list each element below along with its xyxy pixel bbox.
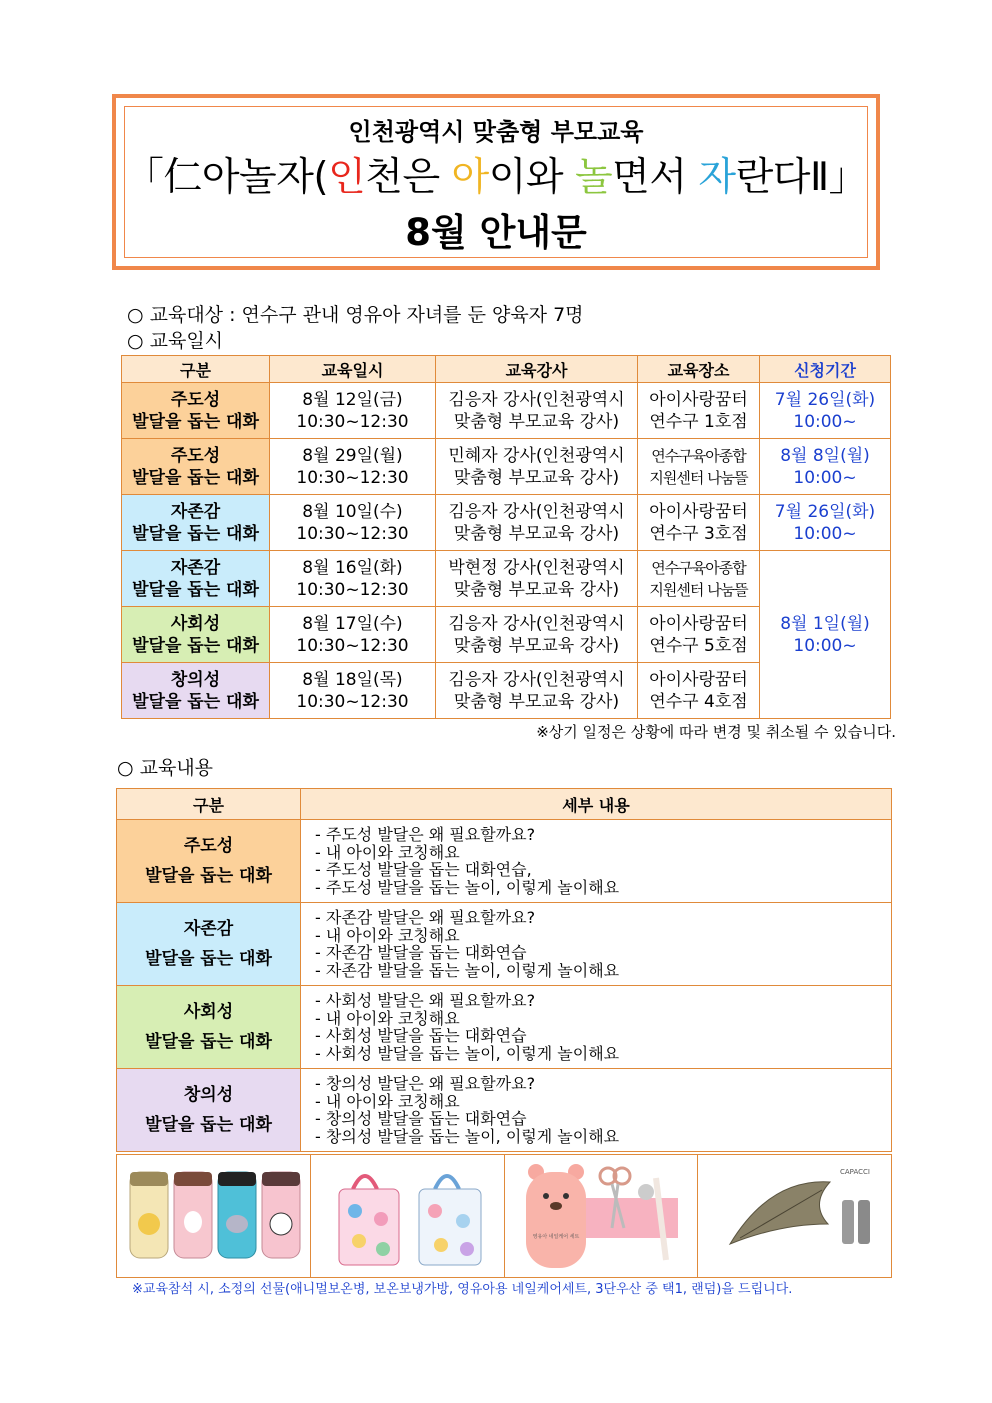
table-row [117,820,892,903]
thermos-icon [124,1164,304,1264]
table-row [117,903,892,986]
title-part: 면서 [612,155,699,200]
place-cell: 연수구육아종합 지원센터 나눔뜰 [638,439,760,495]
title-line2 [116,146,876,202]
lecturer-cell: 김응자 강사(인천광역시 맞춤형 부모교육 강사) [436,663,638,719]
date-cell: 8월 12일(금) 10:30~12:30 [270,383,436,439]
umbrella-icon [710,1164,880,1264]
category-cell: 주도성 발달을 돕는 대화 [122,383,270,439]
title-box [112,94,880,270]
umbrella-image [698,1155,892,1278]
nail-care-icon [516,1158,686,1270]
title-part: 「仁아놀자( [124,155,329,200]
umbrella-brand: CAPACCI [839,1168,870,1176]
category-cell: 창의성 발달을 돕는 대화 [122,663,270,719]
content-table [116,788,892,1152]
category-cell: 자존감 발달을 돕는 대화 [122,551,270,607]
schedule-table [121,355,891,719]
title-part-red: 인 [328,155,366,200]
detail-cell: - 사회성 발달은 왜 필요할까요? - 내 아이와 코칭해요 - 사회성 발달을 돕는 대화연습 - 사회성 발달을 돕는 놀이, 이렇게 놀이해요 [301,986,892,1069]
target-line: ○ 교육대상 : 연수구 관내 영유아 자녀를 둔 양육자 7명 [127,304,584,326]
table-row [117,986,892,1069]
gifts-row [117,1155,892,1278]
table-row [122,551,891,607]
title-part: 란다Ⅱ」 [735,155,868,200]
header-lecturer: 교육강사 [436,356,638,383]
pouch-label: 영유아 네일케어 세트 [532,1234,580,1240]
detail-cell: - 자존감 발달은 왜 필요할까요? - 내 아이와 코칭해요 - 자존감 발달을 돕는 대화연습 - 자존감 발달을 돕는 놀이, 이렇게 놀이해요 [301,903,892,986]
date-cell: 8월 16일(화) 10:30~12:30 [270,551,436,607]
content-heading: ○ 교육내용 [117,757,214,779]
header-category: 구분 [122,356,270,383]
schedule-heading: ○ 교육일시 [127,330,224,352]
content-header-row [117,789,892,820]
category-cell: 자존감 발달을 돕는 대화 [117,903,301,986]
category-cell: 창의성 발달을 돕는 대화 [117,1069,301,1152]
lecturer-cell: 민혜자 강사(인천광역시 맞춤형 부모교육 강사) [436,439,638,495]
date-cell: 8월 18일(목) 10:30~12:30 [270,663,436,719]
table-row [117,1069,892,1152]
title-part: 이와 [488,155,575,200]
table-row [122,495,891,551]
category-cell: 자존감 발달을 돕는 대화 [122,495,270,551]
lecturer-cell: 박현정 강사(인천광역시 맞춤형 부모교육 강사) [436,551,638,607]
schedule-header-row [122,356,891,383]
schedule-note: ※상기 일정은 상황에 따라 변경 및 취소될 수 있습니다. [536,723,896,741]
apply-cell: 7월 26일(화) 10:00~ [760,383,891,439]
category-cell: 사회성 발달을 돕는 대화 [117,986,301,1069]
title-part: 천은 [365,155,452,200]
cooler-bag-image [311,1155,505,1278]
apply-cell: 7월 26일(화) 10:00~ [760,495,891,551]
title-line3: 8월 안내문 [405,211,587,254]
category-cell: 사회성 발달을 돕는 대화 [122,607,270,663]
apply-cell: 8월 8일(월) 10:00~ [760,439,891,495]
header-apply: 신청기간 [760,356,891,383]
title-part-yellow: 아 [451,155,489,200]
place-cell: 아이사랑꿈터 연수구 4호점 [638,663,760,719]
detail-cell: - 주도성 발달은 왜 필요할까요? - 내 아이와 코칭해요 - 주도성 발달을 돕는 대화연습, - 주도성 발달을 돕는 놀이, 이렇게 놀이해요 [301,820,892,903]
title-part-green: 놀 [574,155,613,200]
gifts-table [116,1154,892,1278]
gift-note: ※교육참석 시, 소정의 선물(애니멀보온병, 보온보냉가방, 영유아용 네일케어세트, 3단우산 중 택1, 랜덤)을 드립니다. [132,1282,793,1297]
table-row [122,383,891,439]
category-cell: 주도성 발달을 돕는 대화 [122,439,270,495]
detail-cell: - 창의성 발달은 왜 필요할까요? - 내 아이와 코칭해요 - 창의성 발달을 돕는 대화연습 - 창의성 발달을 돕는 놀이, 이렇게 놀이해요 [301,1069,892,1152]
date-cell: 8월 29일(월) 10:30~12:30 [270,439,436,495]
thermos-image [117,1155,311,1278]
place-cell: 연수구육아종합 지원센터 나눔뜰 [638,551,760,607]
date-cell: 8월 17일(수) 10:30~12:30 [270,607,436,663]
header-date: 교육일시 [270,356,436,383]
cooler-bag-icon [323,1159,493,1269]
date-cell: 8월 10일(수) 10:30~12:30 [270,495,436,551]
title-line1: 인천광역시 맞춤형 부모교육 [348,118,644,146]
header-category: 구분 [117,789,301,820]
nail-care-set-image [505,1155,698,1278]
category-cell: 주도성 발달을 돕는 대화 [117,820,301,903]
apply-cell-merged: 8월 1일(월) 10:00~ [760,551,891,719]
lecturer-cell: 김응자 강사(인천광역시 맞춤형 부모교육 강사) [436,607,638,663]
place-cell: 아이사랑꿈터 연수구 1호점 [638,383,760,439]
header-detail: 세부 내용 [301,789,892,820]
lecturer-cell: 김응자 강사(인천광역시 맞춤형 부모교육 강사) [436,383,638,439]
place-cell: 아이사랑꿈터 연수구 3호점 [638,495,760,551]
title-part-blue: 자 [698,155,736,200]
header-place: 교육장소 [638,356,760,383]
lecturer-cell: 김응자 강사(인천광역시 맞춤형 부모교육 강사) [436,495,638,551]
place-cell: 아이사랑꿈터 연수구 5호점 [638,607,760,663]
table-row [122,439,891,495]
